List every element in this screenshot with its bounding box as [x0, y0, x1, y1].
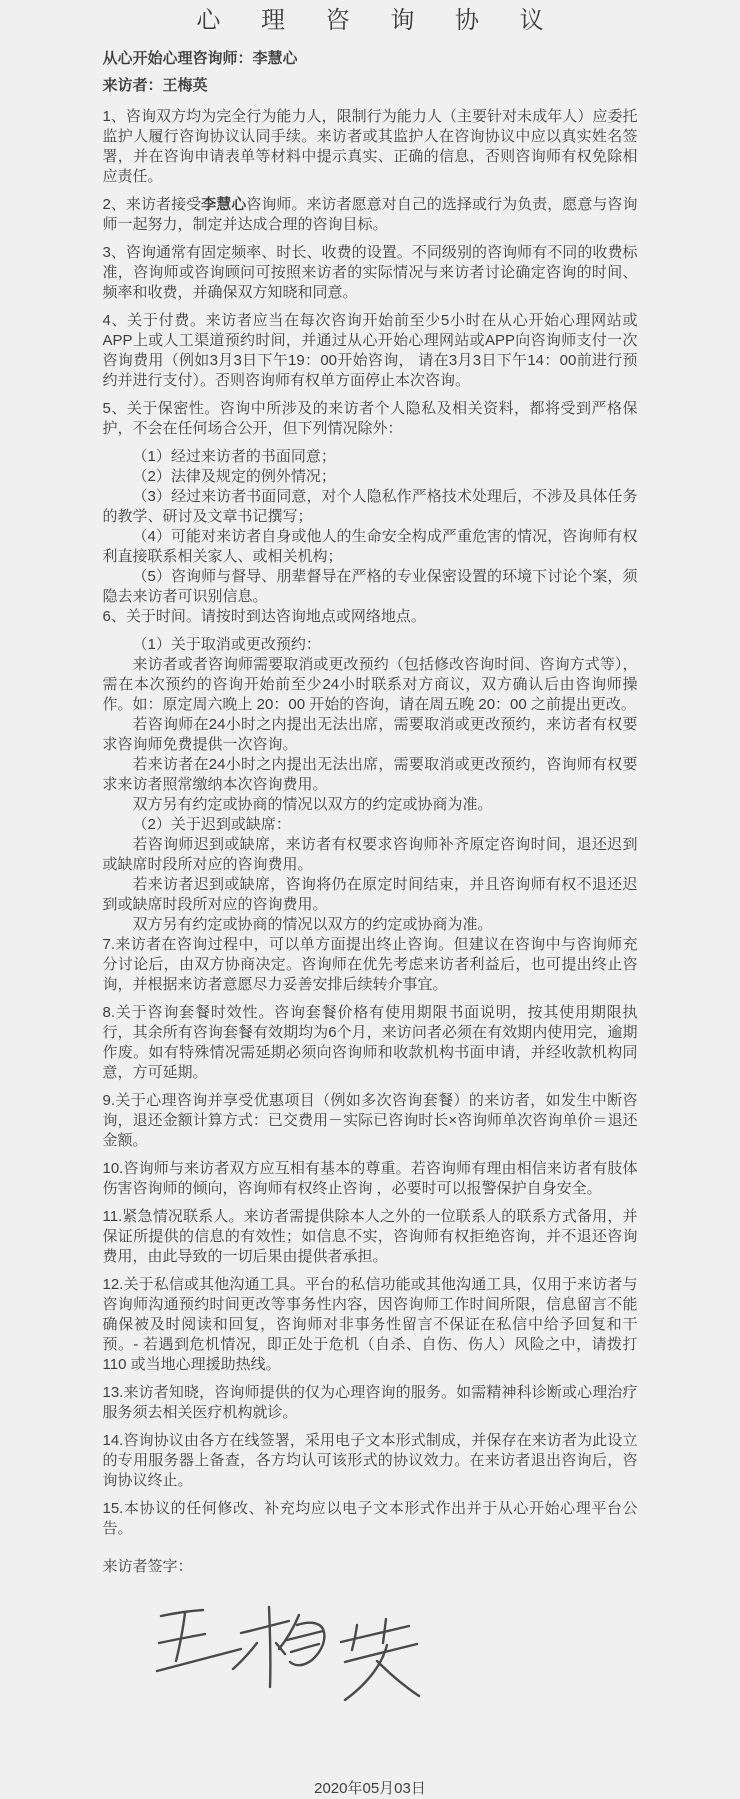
client-label: 来访者： — [102, 77, 163, 94]
clause-paragraph — [103, 1383, 638, 1423]
document-content — [103, 6, 638, 1799]
clause-text: 若咨询师在24小时之内提出无法出席，需要取消或更改预约，来访者有权要求咨询师免费提供一次咨询。 — [102, 716, 638, 753]
clause-text: （2）关于迟到或缺席： — [132, 816, 291, 833]
clause-text: 3、咨询通常有固定频率、时长、收费的设置。不同级别的咨询师有不同的收费标准，咨询师或咨询顾问可按照来访者的实际情况与来访者讨论确定咨询的时间、频率和收费，并确保双方知晓和同意。 — [102, 244, 638, 301]
clause-text: 14.咨询协议由各方在线签署，采用电子文本形式制成，并保存在来访者为此设立的专用服务器上备查，各方均认可该形式的协议效力。在来访者退出咨询后，咨询协议终止。 — [102, 1432, 638, 1489]
document-date: 2020年05月03日 — [314, 1780, 426, 1797]
clause-text: 若咨询师迟到或缺席，来访者有权要求咨询师补齐原定咨询时间，退还迟到或缺席时段所对应的咨询费用。 — [102, 836, 638, 873]
clause-text: 若来访者迟到或缺席，咨询将仍在原定时间结束，并且咨询师有权不退还迟到或缺席时段所对应的咨询费用。 — [102, 876, 638, 913]
page-title: 心 理 咨 询 协 议 — [196, 7, 561, 34]
signature-handwriting — [153, 1599, 433, 1711]
counselor-line — [103, 49, 638, 69]
clause-paragraph — [103, 243, 638, 303]
clause-text: 8.关于咨询套餐时效性。咨询套餐价格有使用期限书面说明，按其使用期限执行，其余所有咨询套餐有效期均为6个月，来访问者必须在有效期内使用完，逾期作废。如有特殊情况需延期必须向咨询师和收款机构书面申请，并经收款机构同意，方可延期。 — [102, 1004, 638, 1081]
clause-text: （3）经过来访者书面同意，对个人隐私作严格技术处理后，不涉及具体任务的教学、研讨及文章书记撰写； — [102, 488, 638, 525]
clause-text: 12.关于私信或其他沟通工具。平台的私信功能或其他沟通工具，仅用于来访者与咨询师沟通预约时间更改等事务性内容，因咨询师工作时间所限，信息留言不能确保被及时阅读和回复，咨询师对非事务性留言不保证在私信中给予回复和干预。- 若遇到危机情况，即正处于危机（自杀、自伤、伤人）风险之中，请拨打 110 或当地心理援助热线。 — [102, 1276, 638, 1373]
client-line — [103, 76, 638, 96]
clause-sub-paragraph — [103, 795, 638, 815]
clause-text: 双方另有约定或协商的情况以双方的约定或协商为准。 — [132, 916, 493, 933]
clause-sub-paragraph — [103, 875, 638, 915]
clause-sub-paragraph — [103, 915, 638, 935]
clause-text: 15.本协议的任何修改、补充均应以电子文本形式作出并于从心开始心理平台公告。 — [102, 1500, 638, 1537]
clause-paragraph — [103, 1275, 638, 1375]
clause-paragraph — [103, 311, 638, 391]
clause-paragraph — [103, 1091, 638, 1151]
clause-paragraph — [103, 1207, 638, 1267]
clause-text: 13.来访者知晓，咨询师提供的仅为心理咨询的服务。如需精神科诊断或心理治疗服务须去相关医疗机构就诊。 — [102, 1384, 638, 1421]
clauses-container — [103, 107, 638, 1539]
clause-paragraph — [103, 1499, 638, 1539]
clause-text: 双方另有约定或协商的情况以双方的约定或协商为准。 — [132, 796, 493, 813]
clause-text: 1、咨询双方均为完全行为能力人，限制行为能力人（主要针对未成年人）应委托监护人履行咨询协议认同手续。来访者或其监护人在咨询协议中应以真实姓名签署，并在咨询申请表单等材料中提示真实、正确的信息，否则咨询师有权免除相应责任。 — [102, 108, 638, 185]
signature-area — [153, 1599, 433, 1711]
clause-bold-text: 李慧心 — [201, 196, 247, 213]
clause-sub-paragraph — [103, 447, 638, 467]
clause-paragraph — [103, 607, 638, 627]
clause-sub-paragraph — [103, 635, 638, 655]
clause-sub-paragraph — [103, 815, 638, 835]
clause-text: （1）经过来访者的书面同意； — [132, 448, 336, 465]
clause-text: 若来访者在24小时之内提出无法出席，需要取消或更改预约，咨询师有权要求来访者照常缴纳本次咨询费用。 — [102, 756, 638, 793]
counselor-label: 从心开始心理咨询师： — [102, 50, 253, 67]
clause-text: 5、关于保密性。咨询中所涉及的来访者个人隐私及相关资料，都将受到严格保护，不会在任何场合公开，但下列情况除外： — [102, 400, 638, 437]
clause-text: 7.来访者在咨询过程中，可以单方面提出终止咨询。但建议在咨询中与咨询师充分讨论后，由双方协商决定。咨询师在优先考虑来访者利益后，也可提出终止咨询，并根据来访者意愿尽力妥善安排后续转介事宜。 — [102, 936, 638, 993]
clause-paragraph — [103, 1159, 638, 1199]
clause-sub-paragraph — [103, 487, 638, 527]
clause-sub-paragraph — [103, 755, 638, 795]
clause-text: 2、来访者接受 — [102, 196, 202, 213]
clause-text: （4）可能对来访者自身或他人的生命安全构成严重危害的情况，咨询师有权利直接联系相关家人、或相关机构； — [102, 528, 638, 565]
clause-sub-paragraph — [103, 467, 638, 487]
clause-paragraph — [103, 107, 638, 187]
clause-sub-paragraph — [103, 835, 638, 875]
clause-text: （5）咨询师与督导、朋辈督导在严格的专业保密设置的环境下讨论个案，须隐去来访者可识别信息。 — [102, 568, 638, 605]
clause-text: 10.咨询师与来访者双方应互相有基本的尊重。若咨询师有理由相信来访者有肢体伤害咨询师的倾向，咨询师有权终止咨询 ，必要时可以报警保护自身安全。 — [102, 1160, 638, 1197]
clause-paragraph — [103, 1431, 638, 1491]
clause-sub-paragraph — [103, 715, 638, 755]
clause-sub-paragraph — [103, 567, 638, 607]
clause-paragraph — [103, 935, 638, 995]
clause-paragraph — [103, 1003, 638, 1083]
clause-text: 9.关于心理咨询并享受优惠项目（例如多次咨询套餐）的来访者，如发生中断咨询，退还金额计算方式：已交费用－实际已咨询时长×咨询师单次咨询单价＝退还金额。 — [102, 1092, 638, 1149]
client-name: 王梅英 — [162, 77, 208, 94]
clause-sub-paragraph — [103, 655, 638, 715]
clause-text: （2）法律及规定的例外情况； — [132, 468, 336, 485]
signature-strokes — [157, 1607, 419, 1700]
clause-paragraph — [103, 195, 638, 235]
clause-text: 咨询师。来访者愿意对自己的选择或行为负责，愿意与咨询师一起努力，制定并达成合理的咨询目标。 — [102, 196, 638, 233]
counselor-name: 李慧心 — [252, 50, 298, 67]
clause-text: 4、关于付费。来访者应当在每次咨询开始前至少5小时在从心开始心理网站或APP上或人工渠道预约时间，并通过从心开始心理网站或APP向咨询师支付一次咨询费用（例如3月3日下午19：00开始咨询， 请在3月3日下午14：00前进行预约并进行支付）。否则咨询师有权单方面停止本次咨询。 — [102, 312, 638, 389]
clause-text: 11.紧急情况联系人。来访者需提供除本人之外的一位联系人的联系方式备用，并保证所提供的信息的有效性；如信息不实，咨询师有权拒绝咨询，并不退还咨询费用，由此导致的一切后果由提供者承担。 — [102, 1208, 638, 1265]
clause-paragraph — [103, 399, 638, 439]
signature-label: 来访者签字： — [102, 1558, 193, 1575]
clause-sub-paragraph — [103, 527, 638, 567]
clause-text: 来访者或者咨询师需要取消或更改预约（包括修改咨询时间、咨询方式等），需在本次预约的咨询开始前至少24小时联系对方商议，双方确认后由咨询师操作。如：原定周六晚上 20：00 开始的咨询，请在周五晚 20：00 之前提出更改。 — [102, 656, 638, 713]
clause-text: （1）关于取消或更改预约： — [132, 636, 321, 653]
clause-text: 6、关于时间。请按时到达咨询地点或网络地点。 — [102, 608, 426, 625]
